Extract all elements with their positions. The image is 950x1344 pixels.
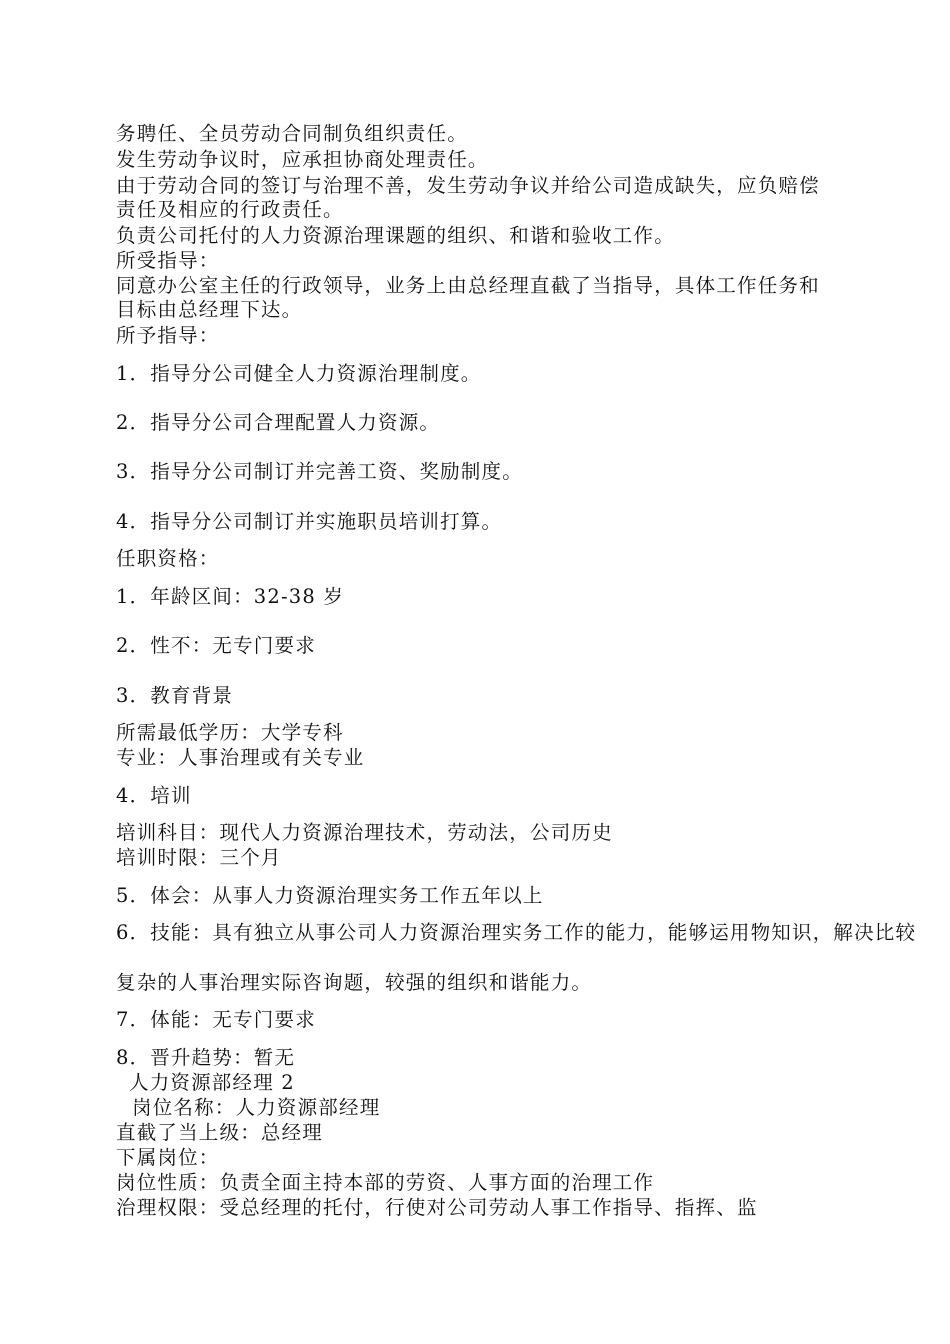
text-line: 务聘任、全员劳动合同制负组织责任。	[116, 122, 468, 145]
list-item: 2．指导分公司合理配置人力资源。	[116, 411, 441, 434]
list-item: 5．体会：从事人力资源治理实务工作五年以上	[116, 884, 544, 907]
text-line: 所需最低学历：大学专科	[116, 721, 344, 744]
text-line: 治理权限：受总经理的托付，行使对公司劳动人事工作指导、指挥、监	[116, 1196, 758, 1219]
text-line: 专业：人事治理或有关专业	[116, 746, 365, 769]
text-line: 培训科目：现代人力资源治理技术，劳动法，公司历史	[116, 821, 613, 844]
section-heading: 任职资格：	[116, 547, 220, 570]
list-item: 3．教育背景	[116, 684, 234, 707]
section-heading: 所予指导：	[116, 324, 220, 347]
section-heading: 所受指导：	[116, 249, 220, 272]
document-title: 人力资源部经理 2	[129, 1071, 295, 1094]
list-item: 4．指导分公司制订并实施职员培训打算。	[116, 510, 503, 533]
text-line: 岗位名称：人力资源部经理	[132, 1096, 381, 1119]
text-line: 培训时限：三个月	[116, 846, 282, 869]
text-line: 岗位性质：负责全面主持本部的劳资、人事方面的治理工作	[116, 1171, 655, 1194]
list-item: 4．培训	[116, 784, 192, 807]
text-line: 负责公司托付的人力资源治理课题的组织、和谐和验收工作。	[116, 224, 675, 247]
list-item: 6．技能：具有独立从事公司人力资源治理实务工作的能力，能够运用物知识，解决比较	[116, 921, 917, 944]
text-line: 同意办公室主任的行政领导，业务上由总经理直截了当指导，具体工作任务和目标由总经理下达。	[116, 274, 820, 321]
list-item: 3．指导分公司制订并完善工资、奖励制度。	[116, 460, 523, 483]
list-item: 2．性不：无专门要求	[116, 634, 316, 657]
text-line: 发生劳动争议时，应承担协商处理责任。	[116, 148, 489, 171]
text-line: 下属岗位：	[116, 1146, 220, 1169]
list-item: 1．年龄区间：32-38 岁	[116, 585, 345, 608]
text-line: 直截了当上级：总经理	[116, 1121, 324, 1144]
list-item: 8．晋升趋势：暂无	[116, 1046, 296, 1069]
text-line: 由于劳动合同的签订与治理不善，发生劳动争议并给公司造成缺失，应负赔偿责任及相应的行政责任。	[116, 174, 820, 221]
list-item: 7．体能：无专门要求	[116, 1008, 316, 1031]
text-line: 复杂的人事治理实际咨询题，较强的组织和谐能力。	[116, 971, 593, 994]
list-item: 1．指导分公司健全人力资源治理制度。	[116, 362, 482, 385]
